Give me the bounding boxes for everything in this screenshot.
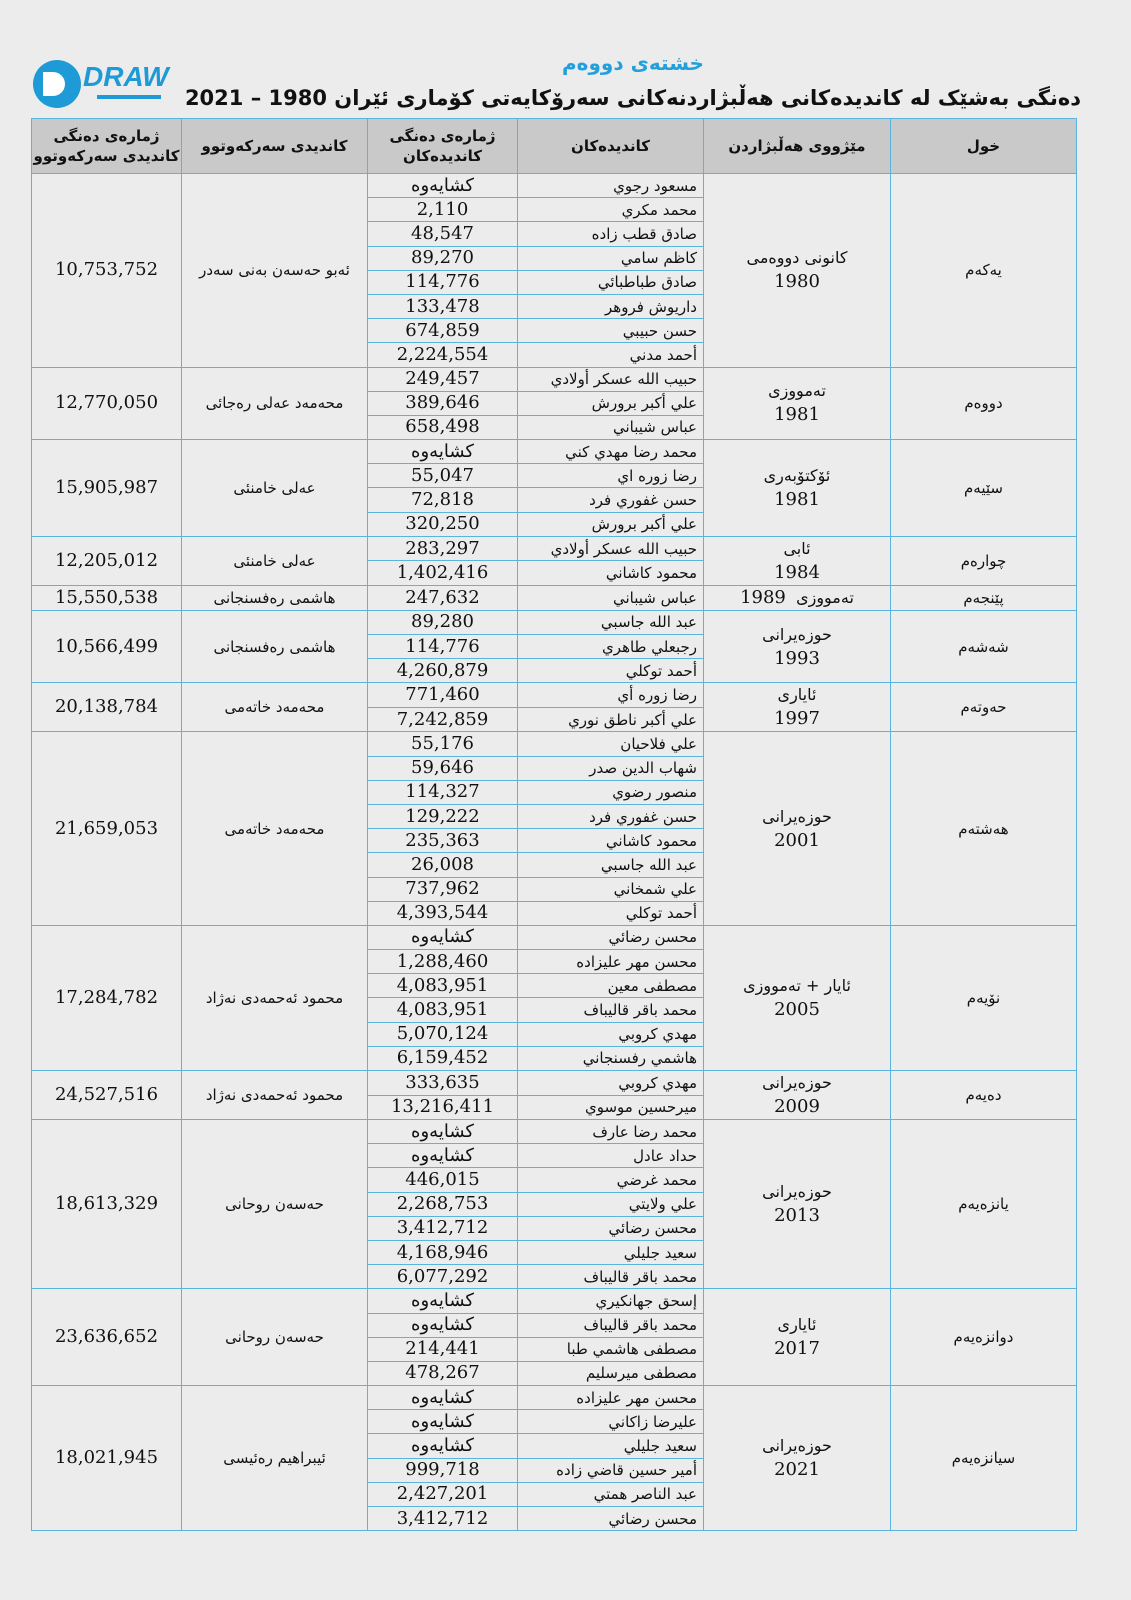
winner-votes-cell: 18,021,945 (32, 1386, 182, 1531)
table-row (32, 367, 1077, 391)
candidate-votes: 1,402,416 (368, 561, 518, 586)
winner-cell: حەسەن روحانی (182, 1289, 368, 1386)
candidate-name: محمود كاشاني (518, 561, 704, 586)
candidate-votes: 283,297 (368, 536, 518, 561)
table-body (32, 174, 1077, 1531)
candidate-name: علي فلاحيان (518, 732, 704, 756)
winner-cell: هاشمی رەفسنجانی (182, 610, 368, 683)
candidate-votes: 247,632 (368, 585, 518, 610)
candidate-name: أحمد توكلي (518, 901, 704, 925)
candidate-votes: 446,015 (368, 1168, 518, 1192)
election-month: حوزەیرانی (762, 1436, 832, 1456)
winner-cell: محمود ئەحمەدی نەژاد (182, 925, 368, 1070)
candidate-name: إسحق جهانكيري (518, 1289, 704, 1313)
winner-cell: محەمەد عەلی رەجائی (182, 367, 368, 440)
candidate-name: سعيد جليلي (518, 1240, 704, 1264)
candidate-votes: 478,267 (368, 1361, 518, 1385)
candidate-votes: 4,260,879 (368, 659, 518, 683)
candidate-votes: 114,327 (368, 780, 518, 804)
candidate-name: أحمد مدني (518, 343, 704, 367)
table-subtitle: خشتەی دووەم (562, 51, 704, 75)
candidate-votes: 4,083,951 (368, 998, 518, 1022)
candidate-name: حبيب الله عسكر أولادي (518, 536, 704, 561)
round-cell: سێیەم (891, 440, 1077, 537)
candidate-votes: 89,270 (368, 246, 518, 270)
election-date-cell (704, 585, 891, 610)
election-month: حوزەیرانی (762, 806, 832, 826)
candidate-votes: 26,008 (368, 853, 518, 877)
header-votes-line1: ژمارەی دەنگی (389, 127, 496, 145)
candidate-name: حبيب الله عسكر أولادي (518, 367, 704, 391)
election-month: ئۆکتۆبەری (763, 465, 831, 485)
election-date-cell (704, 367, 891, 440)
header-winner-votes-line2: کاندیدی سەرکەوتوو (33, 147, 180, 165)
candidate-votes: 320,250 (368, 512, 518, 536)
candidate-name: محمد باقر قاليباف (518, 1265, 704, 1289)
candidate-name: مصطفى معين (518, 974, 704, 998)
winner-cell: حەسەن روحانی (182, 1120, 368, 1289)
winner-votes-cell: 12,205,012 (32, 536, 182, 585)
winner-cell: هاشمی رەفسنجانی (182, 585, 368, 610)
winner-votes-cell: 20,138,784 (32, 683, 182, 732)
election-date-cell (704, 440, 891, 537)
election-year: 2017 (774, 1338, 820, 1360)
winner-cell: عەلی خامنئی (182, 536, 368, 585)
candidate-votes: 72,818 (368, 488, 518, 512)
election-month: حوزەیرانی (762, 624, 832, 644)
election-year: 1980 (774, 271, 820, 293)
table-row (32, 174, 1077, 198)
election-year: 1981 (774, 404, 820, 426)
election-date-cell (704, 610, 891, 683)
candidate-votes: 333,635 (368, 1071, 518, 1096)
candidate-votes: کشایەوە (368, 1144, 518, 1168)
table-row (32, 610, 1077, 634)
winner-votes-cell: 23,636,652 (32, 1289, 182, 1386)
winner-cell: عەلی خامنئی (182, 440, 368, 537)
winner-cell: محەمەد خاتەمی (182, 732, 368, 926)
election-date-cell (704, 1386, 891, 1531)
round-cell: چوارەم (891, 536, 1077, 585)
candidate-votes: 114,776 (368, 270, 518, 294)
candidate-votes: کشایەوە (368, 925, 518, 949)
candidate-name: محسن رضائي (518, 1507, 704, 1531)
winner-votes-cell: 17,284,782 (32, 925, 182, 1070)
candidate-votes: 129,222 (368, 804, 518, 828)
candidate-name: مصطفى هاشمي طبا (518, 1337, 704, 1361)
election-date-cell (704, 1120, 891, 1289)
table-row (32, 1289, 1077, 1313)
candidate-name: حداد عادل (518, 1144, 704, 1168)
candidate-votes: 4,168,946 (368, 1240, 518, 1264)
election-date-cell (704, 1289, 891, 1386)
candidate-name: محمد غرضي (518, 1168, 704, 1192)
election-date-cell (704, 925, 891, 1070)
header-winner: کاندیدی سەرکەوتوو (182, 119, 368, 174)
winner-cell: ئەبو حەسەن بەنی سەدر (182, 174, 368, 368)
candidate-name: عبد الناصر همتي (518, 1482, 704, 1506)
candidate-name: مصطفى ميرسليم (518, 1361, 704, 1385)
candidate-name: حسن غفوري فرد (518, 804, 704, 828)
election-year: 2001 (774, 829, 820, 851)
candidate-votes: 737,962 (368, 877, 518, 901)
candidate-name: علي أكبر ناطق نوري (518, 707, 704, 732)
election-month: ئایاری (777, 685, 817, 705)
election-year: 1993 (774, 647, 820, 669)
election-month: ئایار + تەمووزی (743, 975, 851, 995)
table-row (32, 1120, 1077, 1144)
candidate-votes: کشایەوە (368, 1289, 518, 1313)
candidate-votes: 48,547 (368, 222, 518, 246)
candidate-votes: کشایەوە (368, 1410, 518, 1434)
candidate-name: محسن رضائي (518, 1216, 704, 1240)
candidate-name: مهدي كروبي (518, 1071, 704, 1096)
candidate-name: أمير حسين قاضي زاده (518, 1458, 704, 1482)
candidate-votes: 13,216,411 (368, 1095, 518, 1120)
candidate-name: رضا زوره اي (518, 464, 704, 488)
candidate-name: عليرضا زاكاني (518, 1410, 704, 1434)
election-date-cell (704, 174, 891, 368)
candidate-votes: کشایەوە (368, 1434, 518, 1458)
candidate-name: عباس شيباني (518, 415, 704, 439)
election-date-cell (704, 536, 891, 585)
round-cell: دوانزەیەم (891, 1289, 1077, 1386)
header-winner-votes (32, 119, 182, 174)
winner-votes-cell: 24,527,516 (32, 1071, 182, 1120)
round-cell: نۆیەم (891, 925, 1077, 1070)
winner-votes-cell: 12,770,050 (32, 367, 182, 440)
candidate-name: رضا زوره أي (518, 683, 704, 708)
candidate-votes: 389,646 (368, 391, 518, 415)
candidate-votes: 249,457 (368, 367, 518, 391)
election-date-cell (704, 732, 891, 926)
header-round: خول (891, 119, 1077, 174)
candidate-name: محمد باقر قاليباف (518, 1313, 704, 1337)
candidate-votes: 214,441 (368, 1337, 518, 1361)
candidate-votes: 2,110 (368, 198, 518, 222)
round-cell: حەوتەم (891, 683, 1077, 732)
candidate-votes: 2,224,554 (368, 343, 518, 367)
candidate-votes: 999,718 (368, 1458, 518, 1482)
round-cell: پێنجەم (891, 585, 1077, 610)
winner-votes-cell: 10,566,499 (32, 610, 182, 683)
candidate-votes: 55,047 (368, 464, 518, 488)
candidate-name: محمد رضا مهدي كني (518, 440, 704, 464)
candidate-name: عبد الله جاسبي (518, 610, 704, 634)
election-year: 2013 (774, 1205, 820, 1227)
candidate-votes: 6,159,452 (368, 1046, 518, 1070)
candidate-name: داريوش فروهر (518, 294, 704, 318)
candidate-name: عباس شيباني (518, 585, 704, 610)
table-row (32, 585, 1077, 610)
candidate-name: هاشمي رفسنجاني (518, 1046, 704, 1070)
election-month: ئابی (783, 538, 811, 558)
election-month: تەمووزی (796, 587, 854, 607)
candidate-votes: 6,077,292 (368, 1265, 518, 1289)
candidate-votes: 4,083,951 (368, 974, 518, 998)
candidate-votes: کشایەوە (368, 174, 518, 198)
candidate-votes: 7,242,859 (368, 707, 518, 732)
winner-votes-cell: 15,550,538 (32, 585, 182, 610)
header-row (32, 119, 1077, 174)
candidate-name: محسن مهر عليزاده (518, 950, 704, 974)
candidate-name: منصور رضوي (518, 780, 704, 804)
logo-text: DRAW (83, 61, 169, 92)
candidate-name: محمود كاشاني (518, 829, 704, 853)
candidate-votes: 674,859 (368, 319, 518, 343)
table-row (32, 440, 1077, 464)
candidate-votes: 771,460 (368, 683, 518, 708)
round-cell: یەکەم (891, 174, 1077, 368)
election-month: کانونی دووەمی (746, 248, 848, 268)
election-month: ئایاری (777, 1315, 817, 1335)
candidate-votes: 3,412,712 (368, 1507, 518, 1531)
winner-cell: محەمەد خاتەمی (182, 683, 368, 732)
table-row (32, 536, 1077, 561)
candidate-votes: 114,776 (368, 635, 518, 659)
candidate-name: محمد باقر قاليباف (518, 998, 704, 1022)
candidate-votes: 5,070,124 (368, 1022, 518, 1046)
candidate-votes: کشایەوە (368, 440, 518, 464)
winner-cell: محمود ئەحمەدی نەژاد (182, 1071, 368, 1120)
election-year: 1984 (774, 561, 820, 583)
header-votes-line2: کاندیدەکان (403, 147, 482, 165)
logo-underline (97, 95, 161, 99)
table-row (32, 1386, 1077, 1410)
candidate-votes: 2,268,753 (368, 1192, 518, 1216)
candidate-name: مهدي كروبي (518, 1022, 704, 1046)
candidate-name: صادق طباطبائي (518, 270, 704, 294)
candidate-votes: 55,176 (368, 732, 518, 756)
candidate-name: صادق قطب زاده (518, 222, 704, 246)
candidate-name: حسن حبيبي (518, 319, 704, 343)
candidate-name: محسن رضائي (518, 925, 704, 949)
winner-votes-cell: 10,753,752 (32, 174, 182, 368)
table-row (32, 925, 1077, 949)
election-year: 1981 (774, 488, 820, 510)
round-cell: یانزەیەم (891, 1120, 1077, 1289)
page-title: دەنگی بەشێک لە کاندیدەکانی هەڵبژاردنەکانی سەرۆکایەتی کۆماری ئێران 1980 – 2021 (184, 86, 1082, 110)
round-cell: هەشتەم (891, 732, 1077, 926)
election-year: 2005 (774, 998, 820, 1020)
candidate-name: ميرحسين موسوي (518, 1095, 704, 1120)
draw-logo (33, 58, 169, 110)
candidate-name: محمد مكري (518, 198, 704, 222)
table-row (32, 732, 1077, 756)
candidate-votes: 235,363 (368, 829, 518, 853)
candidate-votes: 4,393,544 (368, 901, 518, 925)
candidate-votes: کشایەوە (368, 1120, 518, 1144)
election-year: 1989 (740, 586, 786, 608)
candidate-name: كاظم سامي (518, 246, 704, 270)
candidate-name: عبد الله جاسبي (518, 853, 704, 877)
candidate-votes: 2,427,201 (368, 1482, 518, 1506)
winner-votes-cell: 21,659,053 (32, 732, 182, 926)
election-year: 2009 (774, 1096, 820, 1117)
candidate-votes: 1,288,460 (368, 950, 518, 974)
candidate-name: حسن غفوري فرد (518, 488, 704, 512)
candidate-name: أحمد توكلي (518, 659, 704, 683)
winner-cell: ئیبراهیم رەئیسی (182, 1386, 368, 1531)
table-row (32, 1071, 1077, 1096)
candidate-name: محمد رضا عارف (518, 1120, 704, 1144)
candidate-name: علي أكبر برورش (518, 512, 704, 536)
candidate-name: محسن مهر عليزاده (518, 1386, 704, 1410)
candidate-name: رجبعلي طاهري (518, 635, 704, 659)
candidate-name: علي ولايتي (518, 1192, 704, 1216)
round-cell: دووەم (891, 367, 1077, 440)
candidate-votes: کشایەوە (368, 1313, 518, 1337)
round-cell: شەشەم (891, 610, 1077, 683)
candidate-votes: 89,280 (368, 610, 518, 634)
election-month: تەمووزی (768, 381, 826, 401)
candidate-votes: کشایەوە (368, 1386, 518, 1410)
header-candidates: کاندیدەکان (518, 119, 704, 174)
election-month: حوزەیرانی (762, 1182, 832, 1202)
candidate-name: علي شمخاني (518, 877, 704, 901)
header-date: مێژووی هەڵبژاردن (704, 119, 891, 174)
elections-table (31, 118, 1077, 1531)
candidate-name: مسعود رجوي (518, 174, 704, 198)
header-votes (368, 119, 518, 174)
logo-circle-icon (33, 60, 81, 108)
candidate-name: سعيد جليلي (518, 1434, 704, 1458)
round-cell: سیانزەیەم (891, 1386, 1077, 1531)
round-cell: دەیەم (891, 1071, 1077, 1120)
election-year: 2021 (774, 1459, 820, 1481)
candidate-votes: 3,412,712 (368, 1216, 518, 1240)
header-winner-votes-line1: ژمارەی دەنگی (53, 127, 160, 145)
candidate-votes: 59,646 (368, 756, 518, 780)
election-date-cell (704, 1071, 891, 1120)
table-row (32, 683, 1077, 708)
winner-votes-cell: 15,905,987 (32, 440, 182, 537)
winner-votes-cell: 18,613,329 (32, 1120, 182, 1289)
election-date-cell (704, 683, 891, 732)
candidate-name: شهاب الدين صدر (518, 756, 704, 780)
election-month: حوزەیرانی (762, 1073, 832, 1092)
candidate-name: علي أكبر برورش (518, 391, 704, 415)
candidate-votes: 133,478 (368, 294, 518, 318)
election-year: 1997 (774, 708, 820, 730)
candidate-votes: 658,498 (368, 415, 518, 439)
